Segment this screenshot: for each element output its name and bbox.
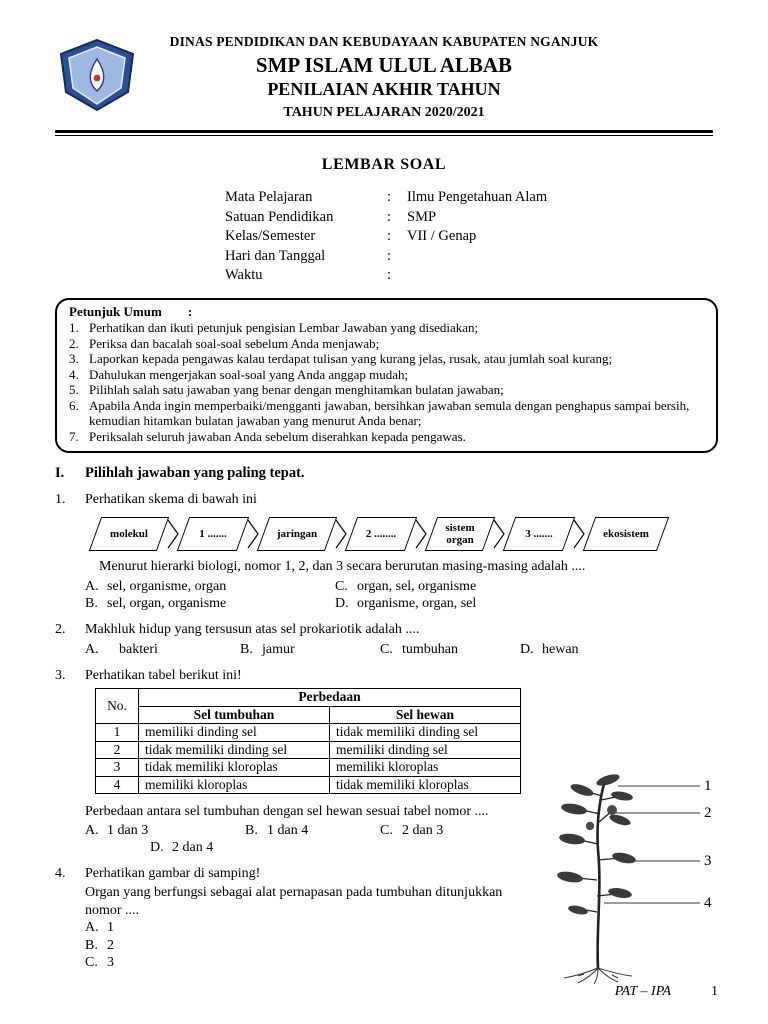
table-header-no: No. (96, 689, 139, 724)
page-title: LEMBAR SOAL (321, 156, 447, 173)
chevron-separator-icon (573, 519, 585, 549)
page-footer (55, 984, 718, 1000)
table-header-group: Perbedaan (139, 689, 521, 707)
option-a: A. 1 (85, 920, 114, 935)
question-body (85, 492, 713, 612)
question-2 (55, 622, 713, 658)
biology-hierarchy-diagram (95, 517, 713, 551)
instruction-item (69, 367, 706, 383)
info-colon: : (387, 247, 392, 264)
option-d: D. 2 dan 4 (150, 840, 214, 855)
diagram-box-jaringan: jaringan (257, 517, 337, 551)
option-a: A. sel, organisme, organ (85, 579, 227, 594)
plant-illustration (520, 770, 720, 985)
header-line-school: SMP ISLAM ULUL ALBAB (255, 53, 513, 77)
instruction-number: 2. (69, 335, 79, 351)
option-d: D. hewan (520, 642, 579, 657)
table-header-animal: Sel hewan (330, 706, 521, 724)
instruction-item (69, 382, 706, 398)
info-label: Mata Pelajaran (225, 189, 313, 205)
exam-info-block (225, 188, 768, 286)
option-a: A. bakteri (85, 642, 158, 657)
info-value: Ilmu Pengetahuan Alam (407, 189, 548, 205)
info-colon: : (387, 267, 392, 283)
figure-label-3: 3 (704, 853, 712, 869)
chevron-separator-icon (415, 519, 427, 549)
school-logo-icon (57, 38, 137, 112)
option-c: C. tumbuhan (380, 642, 458, 657)
option-c: C. organ, sel, organisme (335, 579, 477, 594)
info-row-subject (225, 188, 768, 208)
table-cell-no: 1 (96, 724, 139, 742)
general-instructions-box (55, 298, 718, 454)
instruction-item (69, 320, 706, 336)
table-cell-animal: tidak memiliki dinding sel (330, 724, 521, 742)
question-body (85, 622, 713, 658)
instruction-number: 5. (69, 382, 79, 397)
info-colon: : (387, 228, 392, 244)
table-cell-plant: memiliki kloroplas (139, 776, 330, 794)
question-number: 4. (55, 866, 66, 881)
header-line-district: DINAS PENDIDIKAN DAN KEBUDAYAAN KABUPATEN NGANJUK (169, 34, 599, 49)
option-b: B. jamur (240, 642, 295, 657)
figure-label-4: 4 (704, 895, 712, 911)
info-row-date (225, 247, 768, 267)
option-c: C. 2 dan 3 (380, 823, 444, 838)
table-row (96, 759, 521, 777)
instruction-item (69, 351, 706, 367)
instruction-text: Apabila Anda ingin memperbaiki/mengganti jawaban, bersihkan jawaban semula dengan penghapus sampai bersih, kemudian hitamkan bulatan jawaban yang menurut Anda benar; (89, 397, 690, 428)
chevron-separator-icon (335, 519, 347, 549)
instruction-text: Perhatikan dan ikuti petunjuk pengisian Lembar Jawaban yang disediakan; (89, 320, 479, 335)
table-row (96, 724, 521, 742)
instruction-text: Periksa dan bacalah soal-soal sebelum Anda menjawab; (89, 335, 380, 351)
table-cell-no: 2 (96, 741, 139, 759)
instruction-item (69, 336, 706, 352)
instruction-text: Dahulukan mengerjakan soal-soal yang Anda anggap mudah; (89, 366, 409, 382)
diagram-box-3: 3 ....... (503, 517, 575, 551)
option-b: B. 1 dan 4 (245, 823, 309, 838)
info-row-level (225, 208, 768, 228)
plant-figure (520, 770, 735, 985)
chevron-separator-icon (167, 519, 179, 549)
table-cell-no: 3 (96, 759, 139, 777)
section-title: Pilihlah jawaban yang paling tepat. (85, 465, 305, 481)
question-prompt: Perhatikan gambar di samping! (85, 866, 261, 881)
table-header-plant: Sel tumbuhan (139, 706, 330, 724)
table-cell-animal: memiliki kloroplas (330, 759, 521, 777)
figure-label-1: 1 (704, 778, 712, 794)
answer-options (85, 641, 713, 658)
header-line-exam: PENILAIAN AKHIR TAHUN (267, 79, 501, 99)
question-number: 3. (55, 668, 66, 683)
instruction-number: 7. (69, 428, 79, 444)
option-b: B. sel, organ, organisme (85, 596, 227, 611)
option-a: A. 1 dan 3 (85, 823, 149, 838)
document-header (55, 34, 713, 121)
option-d: D. organisme, organ, sel (335, 596, 477, 611)
instructions-title: Petunjuk Umum (69, 303, 162, 319)
question-text: Perbedaan antara sel tumbuhan dengan sel hewan sesuai tabel nomor .... (85, 804, 489, 819)
question-prompt: Perhatikan skema di bawah ini (85, 492, 257, 507)
table-cell-plant: tidak memiliki dinding sel (139, 741, 330, 759)
instruction-item (69, 398, 706, 429)
instruction-number: 3. (69, 351, 79, 366)
diagram-box-1: 1 ....... (177, 517, 249, 551)
instruction-number: 6. (69, 397, 79, 413)
table-cell-plant: tidak memiliki kloroplas (139, 759, 330, 777)
option-c: C. 3 (85, 955, 114, 970)
info-label: Satuan Pendidikan (225, 208, 334, 225)
info-label: Waktu (225, 267, 263, 283)
table-cell-no: 4 (96, 776, 139, 794)
info-value: SMP (407, 208, 437, 225)
table-row (96, 741, 521, 759)
instruction-item (69, 429, 706, 445)
question-text: Organ yang berfungsi sebagai alat pernapasan pada tumbuhan ditunjukkan nomor .... (85, 885, 503, 918)
figure-label-2: 2 (704, 805, 712, 821)
info-colon: : (387, 208, 392, 225)
table-row (96, 776, 521, 794)
diagram-box-ekosistem: ekosistem (583, 517, 669, 551)
info-value: VII / Genap (407, 228, 477, 244)
info-label: Kelas/Semester (225, 228, 316, 244)
question-number: 2. (55, 622, 66, 637)
header-line-year: TAHUN PELAJARAN 2020/2021 (283, 105, 485, 120)
question-1 (55, 492, 713, 612)
info-colon: : (387, 189, 392, 205)
question-prompt: Makhluk hidup yang tersusun atas sel prokariotik adalah .... (85, 622, 420, 637)
table-cell-animal: memiliki dinding sel (330, 741, 521, 759)
instructions-heading (69, 304, 706, 320)
info-label: Hari dan Tanggal (225, 247, 326, 264)
instructions-colon: : (187, 303, 193, 319)
instruction-number: 4. (69, 366, 79, 382)
chevron-separator-icon (493, 519, 505, 549)
info-row-class (225, 227, 768, 247)
instruction-text: Laporkan kepada pengawas kalau terdapat tulisan yang kurang jelas, rusak, atau jumlah soal kurang; (89, 351, 613, 366)
header-divider (55, 130, 713, 136)
table-cell-plant: memiliki dinding sel (139, 724, 330, 742)
info-row-time (225, 266, 768, 286)
comparison-table (95, 688, 521, 794)
section-heading (55, 465, 713, 482)
page-number: 1 (711, 984, 718, 999)
instruction-text: Periksalah seluruh jawaban Anda sebelum diserahkan kepada pengawas. (89, 428, 466, 444)
question-prompt: Perhatikan tabel berikut ini! (85, 668, 242, 683)
section-numeral: I. (55, 465, 65, 481)
table-cell-animal: tidak memiliki kloroplas (330, 776, 521, 794)
instruction-number: 1. (69, 320, 79, 335)
diagram-box-molekul: molekul (89, 517, 169, 551)
option-b: B. 2 (85, 937, 114, 953)
chevron-separator-icon (247, 519, 259, 549)
diagram-box-sistem-organ: sistem organ (425, 517, 495, 551)
footer-exam-code: PAT – IPA (614, 984, 671, 999)
answer-options (85, 578, 713, 612)
instruction-text: Pilihlah salah satu jawaban yang benar dengan menghitamkan bulatan jawaban; (89, 382, 504, 397)
diagram-box-2: 2 ........ (345, 517, 417, 551)
question-text: Menurut hierarki biologi, nomor 1, 2, dan 3 secara berurutan masing-masing adalah .... (99, 559, 586, 574)
question-number: 1. (55, 492, 66, 507)
